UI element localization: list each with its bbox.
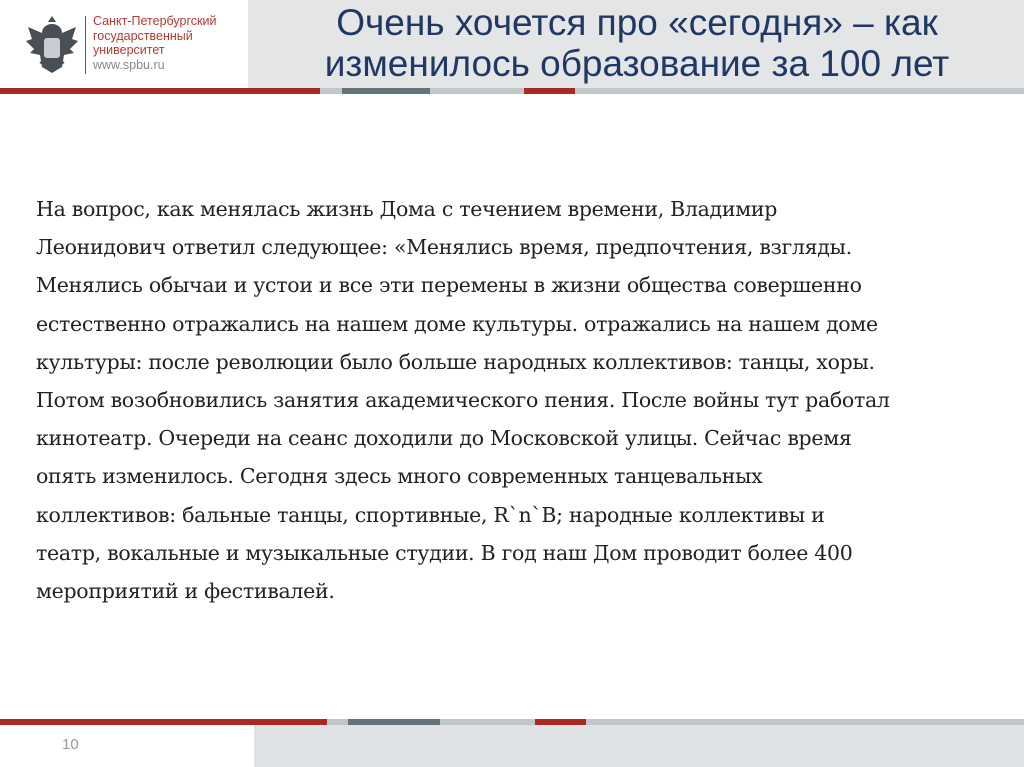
title-line: изменилось образование за 100 лет [324, 43, 950, 84]
footer-background [254, 725, 1024, 767]
text-line: Менялись обычаи и устои и все эти перемены в жизни общества совершенно [36, 273, 862, 298]
university-name [93, 14, 216, 72]
text-line: На вопрос, как менялась жизнь Дома с течением времени, Владимир [36, 197, 778, 221]
website-link[interactable]: www.spbu.ru [93, 57, 165, 72]
text-line: Леонидович ответил следующее: «Менялись время, предпочтения, взгляды. [36, 235, 852, 260]
university-line: государственный [93, 28, 193, 43]
title-line: Очень хочется про «сегодня» – как [336, 2, 938, 43]
text-line: мероприятий и фестивалей. [36, 579, 335, 604]
header-divider-bar [0, 88, 1024, 94]
slide-title [262, 2, 1012, 84]
spbu-emblem-icon [22, 12, 82, 76]
bar-segment [0, 88, 320, 94]
text-line: культуры: после революции было больше народных коллективов: танцы, хоры. [36, 349, 875, 374]
text-line: естественно отражались на нашем доме культуры. отражались на нашем доме [36, 311, 878, 336]
page-number: 10 [62, 736, 79, 753]
text-line: опять изменилось. Сегодня здесь много современных танцевальных [36, 464, 763, 489]
text-line: коллективов: бальные танцы, спортивные, R`n`B; народные коллективы и [36, 502, 825, 527]
text-line: театр, вокальные и музыкальные студии. В год наш Дом проводит более 400 [36, 540, 853, 565]
university-line: университет [93, 43, 165, 57]
university-line: Санкт-Петербургский [93, 14, 217, 28]
text-line: кинотеатр. Очереди на сеанс доходили до Московской улицы. Сейчас время [36, 426, 852, 451]
quote-paragraph [36, 190, 890, 610]
logo-divider [85, 16, 86, 74]
bar-segment [342, 88, 430, 94]
bar-segment [524, 88, 575, 94]
text-line: Потом возобновились занятия академического пения. После войны тут работал [36, 388, 890, 413]
